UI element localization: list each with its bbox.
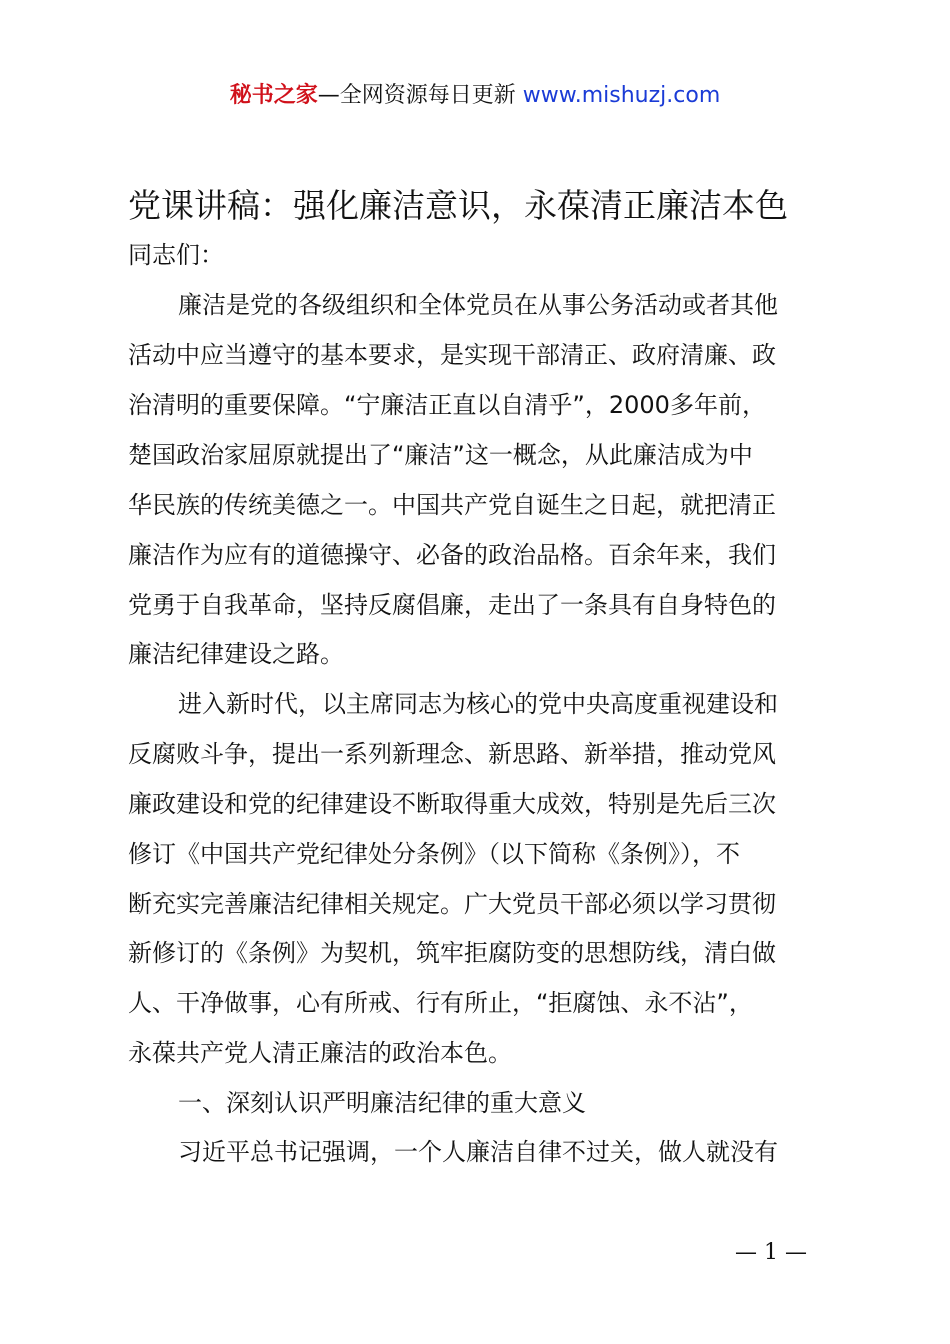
document-title: 党课讲稿：强化廉洁意识，永葆清正廉洁本色 <box>128 186 788 225</box>
paragraph-line: 廉洁是党的各级组织和全体党员在从事公务活动或者其他 <box>178 291 778 319</box>
paragraph-line: 华民族的传统美德之一。中国共产党自诞生之日起，就把清正 <box>128 491 776 519</box>
site-tagline: —全网资源每日更新 <box>317 83 516 108</box>
paragraph-line: 治清明的重要保障。“宁廉洁正直以自清乎”，2000多年前， <box>128 391 766 419</box>
paragraph-line: 永葆共产党人清正廉洁的政治本色。 <box>128 1039 512 1067</box>
paragraph-line: 廉政建设和党的纪律建设不断取得重大成效，特别是先后三次 <box>128 790 776 818</box>
site-url-link[interactable]: www.mishuzj.com <box>522 83 721 108</box>
site-brand: 秘书之家 <box>229 83 318 108</box>
paragraph-line: 党勇于自我革命，坚持反腐倡廉，走出了一条具有自身特色的 <box>128 591 776 619</box>
paragraph-line: 习近平总书记强调，一个人廉洁自律不过关，做人就没有 <box>178 1138 778 1166</box>
paragraph-line: 活动中应当遵守的基本要求，是实现干部清正、政府清廉、政 <box>128 341 776 369</box>
paragraph-line: 廉洁作为应有的道德操守、必备的政治品格。百余年来，我们 <box>128 541 776 569</box>
paragraph-line: 修订《中国共产党纪律处分条例》（以下简称《条例》），不 <box>128 840 740 868</box>
page-number: — 1 — <box>735 1240 807 1265</box>
salutation: 同志们： <box>128 241 224 269</box>
paragraph-line: 楚国政治家屈原就提出了“廉洁”这一概念，从此廉洁成为中 <box>128 441 753 469</box>
paragraph-line: 断充实完善廉洁纪律相关规定。广大党员干部必须以学习贯彻 <box>128 890 776 918</box>
paragraph-line: 进入新时代，以主席同志为核心的党中央高度重视建设和 <box>178 690 778 718</box>
section-heading: 一、深刻认识严明廉洁纪律的重大意义 <box>178 1089 586 1117</box>
paragraph-line: 新修订的《条例》为契机，筑牢拒腐防变的思想防线，清白做 <box>128 939 776 967</box>
paragraph-line: 廉洁纪律建设之路。 <box>128 640 344 668</box>
site-header <box>0 80 950 112</box>
paragraph-line: 反腐败斗争，提出一系列新理念、新思路、新举措，推动党风 <box>128 740 776 768</box>
paragraph-line: 人、干净做事，心有所戒、行有所止，“拒腐蚀、永不沾”， <box>128 989 753 1017</box>
